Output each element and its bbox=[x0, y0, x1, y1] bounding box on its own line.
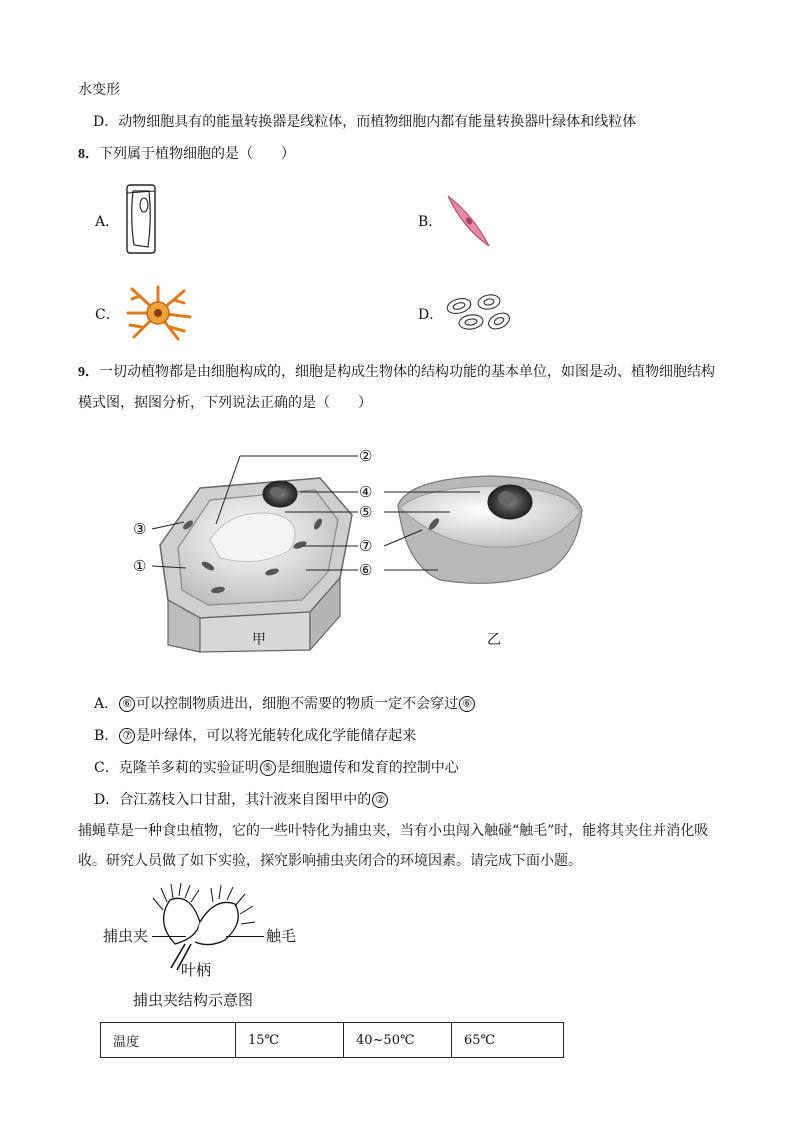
venus-flytrap-diagram bbox=[145, 882, 260, 972]
q8-stem bbox=[78, 144, 295, 165]
neuron-image bbox=[122, 283, 194, 343]
plant-cell-image bbox=[122, 183, 162, 255]
opt-b-text: 是叶绿体，可以将光能转化成化学能储存起来 bbox=[136, 728, 417, 744]
table-cell: 15℃ bbox=[236, 1023, 344, 1058]
q9-option-d[interactable] bbox=[94, 790, 389, 810]
q9-stem-line1 bbox=[78, 362, 715, 383]
table-header-temp: 温度 bbox=[101, 1023, 236, 1058]
opt-d-text: D．合江荔枝入口甘甜，其汁液来自图甲中的 bbox=[94, 792, 372, 808]
label-4: ④ bbox=[359, 483, 373, 501]
trap-leader-line bbox=[152, 936, 186, 937]
opt-c-prefix: C．克隆羊多莉的实验证明 bbox=[94, 760, 259, 776]
q9-number: 9． bbox=[78, 365, 99, 380]
caption-yi: 乙 bbox=[487, 632, 501, 648]
label-petiole: 叶柄 bbox=[181, 961, 212, 979]
table-cell: 40~50℃ bbox=[344, 1023, 452, 1058]
venus-caption: 捕虫夹结构示意图 bbox=[133, 991, 254, 1009]
table-cell: 65℃ bbox=[452, 1023, 564, 1058]
q9-stem-line2: 模式图，据图分析，下列说法正确的是（ ） bbox=[78, 395, 372, 411]
q8-option-b-label[interactable]: B． bbox=[418, 214, 443, 230]
table-row bbox=[101, 1023, 564, 1058]
red-blood-cells-image bbox=[443, 292, 513, 334]
q8-number: 8． bbox=[78, 147, 99, 162]
circle-7: ⑦ bbox=[119, 728, 135, 744]
hair-leader-line bbox=[226, 936, 264, 937]
opt-c-text: 是细胞遗传和发育的控制中心 bbox=[276, 760, 459, 776]
label-6: ⑥ bbox=[359, 561, 373, 579]
q9-option-c[interactable] bbox=[94, 758, 459, 778]
circle-5: ⑤ bbox=[260, 760, 276, 776]
caption-jia: 甲 bbox=[252, 632, 266, 648]
q8-option-a-label[interactable]: A． bbox=[95, 214, 120, 230]
q7-continuation: 水变形 bbox=[78, 82, 120, 98]
intro-line1: 捕蝇草是一种食虫植物，它的一些叶特化为捕虫夹，当有小虫闯入触碰“触毛”时，能将其夹住并消化吸 bbox=[78, 823, 709, 839]
circle-6: ⑥ bbox=[119, 696, 135, 712]
opt-a-prefix: A． bbox=[94, 696, 119, 712]
label-2: ② bbox=[359, 447, 373, 465]
label-trigger-hair: 触毛 bbox=[266, 927, 297, 945]
intro-line2: 收。研究人员做了如下实验，探究影响捕虫夹闭合的环境因素。请完成下面小题。 bbox=[78, 853, 582, 869]
plant-cell-jia bbox=[160, 478, 352, 652]
q7-option-d: D．动物细胞具有的能量转换器是线粒体，而植物细胞内都有能量转换器叶绿体和线粒体 bbox=[93, 114, 637, 130]
opt-a-text: 可以控制物质进出，细胞不需要的物质一定不会穿过 bbox=[136, 696, 459, 712]
q9-option-b[interactable] bbox=[94, 726, 416, 746]
q8-stem-text: 下列属于植物细胞的是（ ） bbox=[99, 146, 295, 162]
circle-6b: ⑥ bbox=[459, 696, 475, 712]
label-1: ① bbox=[133, 557, 147, 575]
q8-option-c-label[interactable]: C． bbox=[95, 307, 120, 323]
q9-stem-text1: 一切动植物都是由细胞构成的，细胞是构成生物体的结构功能的基本单位，如图是动、植物细胞结构 bbox=[99, 364, 715, 380]
temperature-table bbox=[100, 1022, 564, 1058]
label-trap: 捕虫夹 bbox=[103, 927, 149, 945]
label-5: ⑤ bbox=[359, 503, 373, 521]
q9-option-a[interactable] bbox=[94, 694, 476, 714]
q8-option-d-label[interactable]: D． bbox=[418, 307, 444, 323]
muscle-cell-image bbox=[443, 193, 493, 249]
label-7: ⑦ bbox=[359, 537, 373, 555]
circle-2: ② bbox=[372, 792, 388, 808]
label-3: ③ bbox=[133, 520, 147, 538]
opt-b-prefix: B． bbox=[94, 728, 119, 744]
